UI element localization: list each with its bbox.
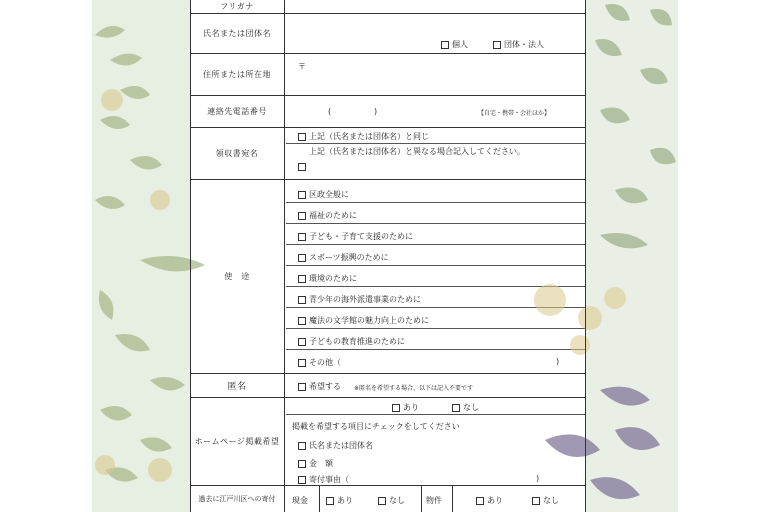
checkbox[interactable] bbox=[298, 191, 306, 199]
purpose-options bbox=[286, 180, 586, 373]
cash-no-option[interactable]: なし bbox=[378, 495, 405, 506]
goods-yes-option[interactable]: あり bbox=[476, 495, 503, 506]
anonymous-option[interactable] bbox=[298, 381, 341, 392]
homepage-item-close: ) bbox=[536, 474, 540, 483]
past-donation-label: 過去に江戸川区への寄付 bbox=[190, 486, 285, 512]
furigana-label: フリガナ bbox=[190, 0, 285, 13]
purpose-option[interactable]: 福祉のために bbox=[298, 210, 357, 221]
checkbox[interactable] bbox=[298, 476, 306, 484]
homepage-label: ホームページ掲載希望 bbox=[190, 398, 285, 485]
purpose-option[interactable]: 魔法の文学館の魅力向上のために bbox=[298, 315, 429, 326]
name-label: 氏名または団体名 bbox=[190, 14, 285, 53]
purpose-option[interactable]: スポーツ振興のために bbox=[298, 252, 389, 263]
checkbox[interactable] bbox=[298, 317, 306, 325]
receipt-same-option[interactable] bbox=[298, 131, 429, 142]
homepage-item[interactable]: 金 額 bbox=[298, 458, 333, 469]
address-row bbox=[190, 54, 586, 96]
purpose-option[interactable]: 子ども・子育て支援のために bbox=[298, 231, 413, 242]
checkbox[interactable] bbox=[298, 212, 306, 220]
purpose-option-other[interactable]: その他（ bbox=[298, 357, 341, 368]
receipt-same-label: 上記（氏名または団体名）と同じ bbox=[309, 132, 429, 141]
purpose-option[interactable]: 子どもの教育推進のために bbox=[298, 336, 405, 347]
anonymous-row bbox=[190, 374, 586, 398]
checkbox[interactable] bbox=[452, 404, 460, 412]
furigana-field[interactable] bbox=[286, 0, 586, 13]
anonymous-checkbox[interactable] bbox=[298, 383, 306, 391]
checkbox[interactable] bbox=[298, 460, 306, 468]
purpose-option[interactable]: 環境のために bbox=[298, 273, 357, 284]
organization-checkbox[interactable] bbox=[493, 41, 501, 49]
left-leaf-border bbox=[92, 0, 190, 512]
purpose-label: 使 途 bbox=[190, 180, 285, 373]
purpose-other-close: ) bbox=[556, 357, 560, 366]
receipt-label: 領収書宛名 bbox=[190, 128, 285, 179]
organization-label: 団体・法人 bbox=[504, 40, 544, 49]
homepage-item[interactable]: 氏名または団体名 bbox=[298, 440, 373, 451]
address-label: 住所または所在地 bbox=[190, 54, 285, 95]
anonymous-label: 匿名 bbox=[190, 374, 285, 397]
right-leaf-border bbox=[586, 0, 678, 512]
postal-mark: 〒 bbox=[298, 62, 306, 71]
cash-yes-option[interactable]: あり bbox=[326, 495, 353, 506]
receipt-different-checkbox[interactable] bbox=[298, 163, 306, 171]
phone-note: 【自宅・携帯・会社ほか】 bbox=[478, 110, 551, 117]
receipt-row bbox=[190, 128, 586, 180]
checkbox[interactable] bbox=[532, 497, 540, 505]
goods-no-option[interactable]: なし bbox=[532, 495, 559, 506]
checkbox[interactable] bbox=[298, 275, 306, 283]
checkbox[interactable] bbox=[378, 497, 386, 505]
phone-paren-close: ) bbox=[374, 107, 378, 116]
homepage-item[interactable]: 寄付事由（ bbox=[298, 474, 349, 485]
organization-option[interactable] bbox=[493, 39, 544, 50]
homepage-no-option[interactable]: なし bbox=[452, 402, 479, 413]
address-field[interactable] bbox=[286, 54, 586, 95]
anonymous-note: ※匿名を希望する場合、以下は記入不要です bbox=[354, 385, 474, 392]
homepage-instruction: 掲載を希望する項目にチェックをしてください bbox=[292, 422, 460, 431]
phone-field[interactable] bbox=[286, 96, 586, 127]
checkbox[interactable] bbox=[298, 296, 306, 304]
homepage-yes-option[interactable]: あり bbox=[392, 402, 419, 413]
purpose-row bbox=[190, 180, 586, 374]
phone-row bbox=[190, 96, 586, 128]
cash-label: 現金 bbox=[292, 496, 308, 505]
phone-label: 連絡先電話番号 bbox=[190, 96, 285, 127]
checkbox[interactable] bbox=[298, 233, 306, 241]
name-row bbox=[190, 14, 586, 54]
purpose-option[interactable]: 青少年の海外派遣事業のために bbox=[298, 294, 421, 305]
checkbox[interactable] bbox=[298, 359, 306, 367]
checkbox[interactable] bbox=[298, 442, 306, 450]
goods-label: 物件 bbox=[426, 496, 442, 505]
receipt-same-checkbox[interactable] bbox=[298, 133, 306, 141]
name-field[interactable] bbox=[286, 14, 586, 53]
checkbox[interactable] bbox=[298, 254, 306, 262]
individual-checkbox[interactable] bbox=[441, 41, 449, 49]
past-donation-row bbox=[190, 486, 586, 512]
donation-form bbox=[190, 0, 586, 512]
purpose-option[interactable]: 区政全般に bbox=[298, 189, 349, 200]
phone-paren-open: ( bbox=[328, 107, 332, 116]
checkbox[interactable] bbox=[326, 497, 334, 505]
checkbox[interactable] bbox=[298, 338, 306, 346]
individual-option[interactable] bbox=[441, 39, 468, 50]
anonymous-option-label: 希望する bbox=[309, 382, 341, 391]
individual-label: 個人 bbox=[452, 40, 468, 49]
checkbox[interactable] bbox=[476, 497, 484, 505]
checkbox[interactable] bbox=[392, 404, 400, 412]
receipt-different-option[interactable] bbox=[298, 146, 525, 157]
receipt-different-label: 上記（氏名または団体名）と異なる場合記入してください。 bbox=[309, 147, 525, 156]
homepage-row bbox=[190, 398, 586, 486]
furigana-row bbox=[190, 0, 586, 14]
